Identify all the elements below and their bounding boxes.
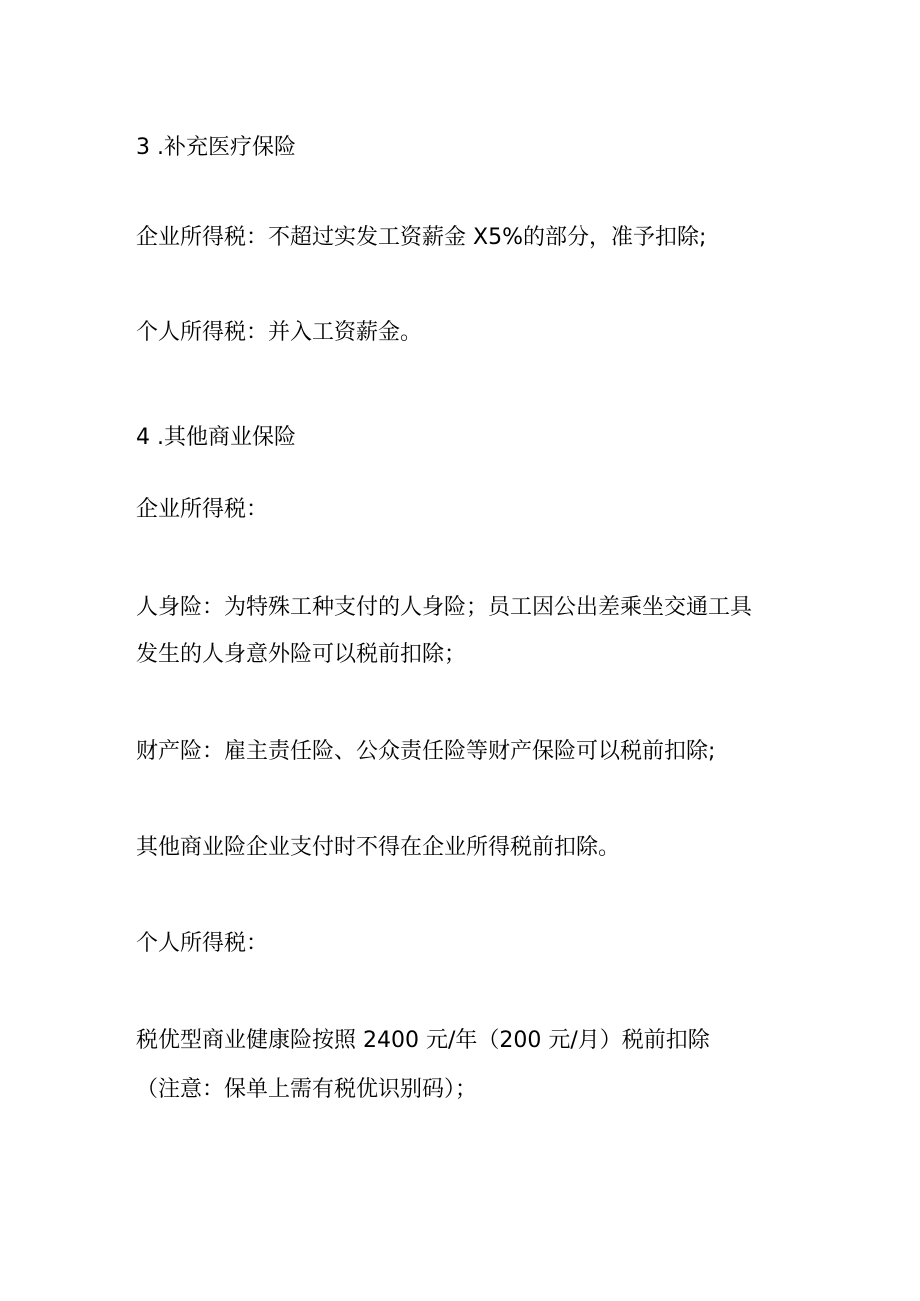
paragraph-line: 税优型商业健康险按照 2400 元/年（200 元/月）税前扣除: [136, 1028, 710, 1053]
paragraph-line: （注意：保单上需有税优识别码）；: [136, 1077, 478, 1102]
section-heading-supplementary-medical-insurance: 3 .补充医疗保险: [136, 135, 296, 160]
paragraph-line: 其他商业险企业支付时不得在企业所得税前扣除。: [136, 835, 621, 860]
paragraph-line: 个人所得税：并入工资薪金。: [136, 320, 423, 345]
paragraph-line: 财产险：雇主责任险、公众责任险等财产保险可以税前扣除;: [136, 739, 716, 764]
paragraph-line: 企业所得税：不超过实发工资薪金 X5%的部分，准予扣除;: [136, 225, 707, 250]
paragraph-line: 发生的人身意外险可以税前扣除；: [136, 642, 467, 667]
paragraph-line: 人身险：为特殊工种支付的人身险；员工因公出差乘坐交通工具: [136, 595, 753, 620]
section-heading-other-commercial-insurance: 4 .其他商业保险: [136, 425, 296, 450]
paragraph-line: 个人所得税：: [136, 931, 269, 956]
paragraph-line: 企业所得税：: [136, 497, 269, 522]
